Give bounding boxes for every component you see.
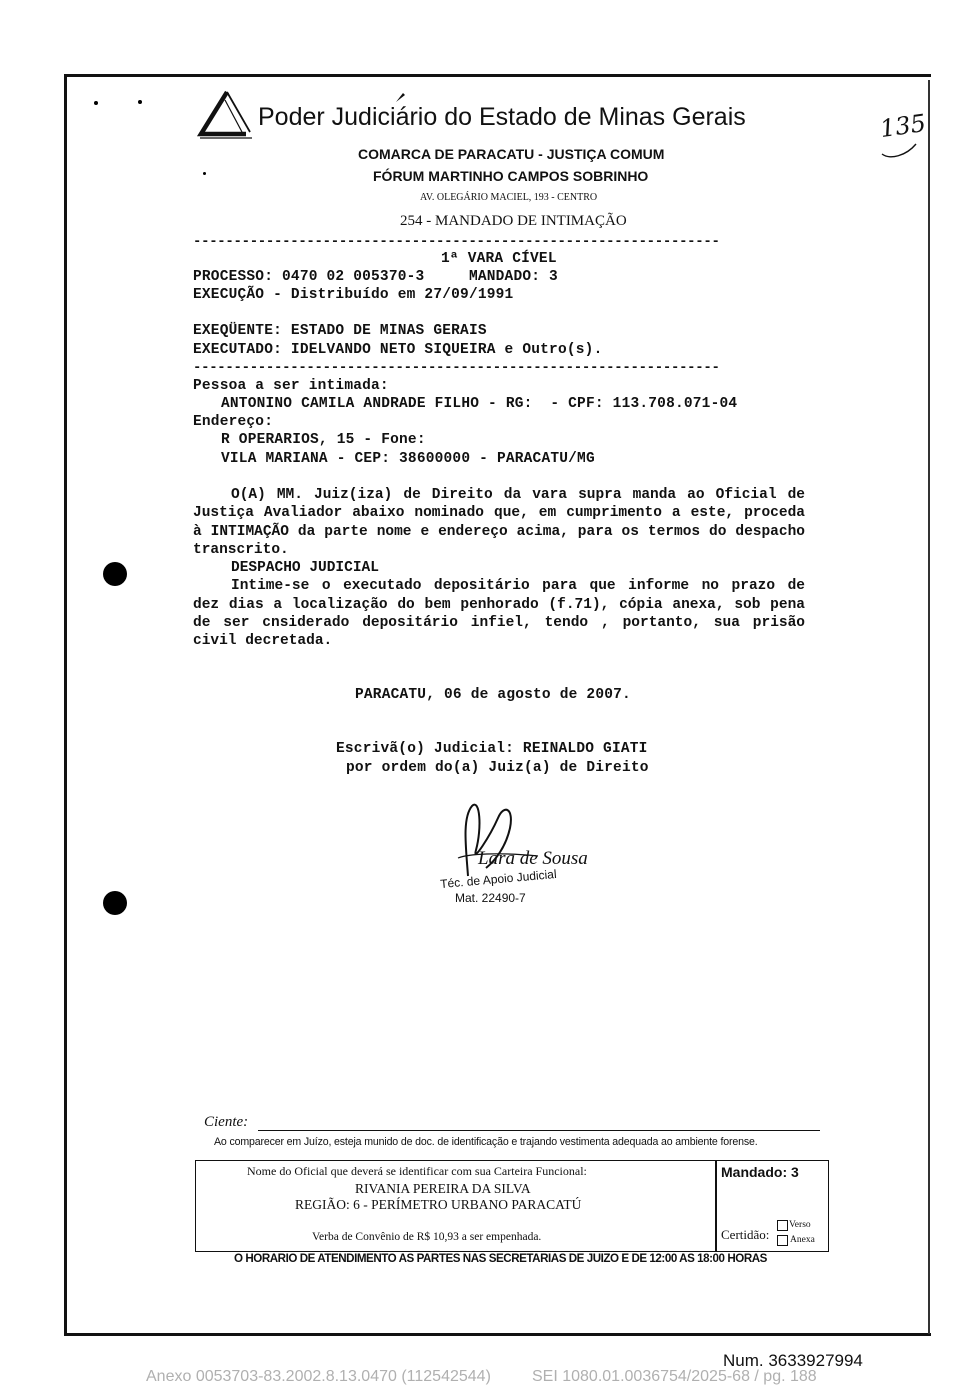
frame-bottom-border xyxy=(64,1333,931,1336)
scan-speck xyxy=(203,172,206,175)
order-body xyxy=(193,486,805,651)
verso-label: Verso xyxy=(789,1220,811,1230)
anexa-label: Anexa xyxy=(790,1235,815,1245)
horario-notice: O HORARIO DE ATENDIMENTO AS PARTES NAS SECRETARIAS DE JUIZO E DE 12:00 AS 18:00 HORAS xyxy=(234,1252,767,1265)
court-name: Poder Judiciário do Estado de Minas Gerais xyxy=(258,103,746,131)
officer-box-divider xyxy=(715,1160,717,1252)
frame-top-border xyxy=(65,74,931,77)
place-date: PARACATU, 06 de agosto de 2007. xyxy=(355,687,631,703)
processo-line: PROCESSO: 0470 02 005370-3 MANDADO: 3 xyxy=(193,269,558,285)
address-street: R OPERARIOS, 15 - Fone: xyxy=(221,432,426,448)
handwritten-flourish xyxy=(880,138,920,160)
officer-label: Nome do Oficial que deverá se identificar com sua Carteira Funcional: xyxy=(247,1164,587,1178)
document-number: Num. 3633927994 xyxy=(723,1351,863,1370)
ciente-label: Ciente: xyxy=(204,1114,249,1130)
person-name: ANTONINO CAMILA ANDRADE FILHO - RG: - CPF: 113.708.071-04 xyxy=(221,396,738,412)
officer-region: REGIÃO: 6 - PERÍMETRO URBANO PARACATÚ xyxy=(295,1197,582,1212)
escriva-line: Escrivã(o) Judicial: REINALDO GIATI xyxy=(336,741,648,757)
mandado-number: Mandado: 3 xyxy=(721,1164,799,1180)
person-label: Pessoa a ser intimada: xyxy=(193,378,389,394)
address-city: VILA MARIANA - CEP: 38600000 - PARACATU/MG xyxy=(221,451,595,467)
vara-label: 1ª VARA CÍVEL xyxy=(441,251,557,267)
ordem-line: por ordem do(a) Juiz(a) de Direito xyxy=(346,760,649,776)
stamp-name: Lara de Sousa xyxy=(478,848,588,869)
forum-line: FÓRUM MARTINHO CAMPOS SOBRINHO xyxy=(373,168,649,184)
separator-line: ----------------------------------------------------------------- xyxy=(193,360,720,376)
exequente-line: EXEQÜENTE: ESTADO DE MINAS GERAIS xyxy=(193,323,487,339)
pen-mark-icon xyxy=(393,90,407,104)
executado-line: EXECUTADO: IDELVANDO NETO SIQUEIRA e Outro(s). xyxy=(193,342,603,358)
court-instruction: Ao comparecer em Juízo, esteja munido de doc. de identificação e trajando vestimenta adequada ao ambiente forense. xyxy=(214,1136,758,1148)
address-label: Endereço: xyxy=(193,414,274,430)
punch-hole xyxy=(103,891,127,915)
certidao-label: Certidão: xyxy=(721,1227,770,1242)
court-logo-icon xyxy=(196,88,258,142)
execucao-line: EXECUÇÃO - Distribuído em 27/09/1991 xyxy=(193,287,514,303)
despacho-text: Intime-se o executado depositário para que informe no prazo de dez dias a localização do bem penhorado (f.71), cópia anexa, sob pena de ser cnsiderado depositário infiel, tendo , portanto, sua prisão civil decretada. xyxy=(193,578,805,650)
separator-line: ----------------------------------------------------------------- xyxy=(193,234,720,250)
forum-address: AV. OLEGÁRIO MACIEL, 193 - CENTRO xyxy=(420,192,598,203)
verso-checkbox[interactable] xyxy=(777,1220,788,1231)
stamp-mat: Mat. 22490-7 xyxy=(455,891,526,905)
frame-left-border xyxy=(64,74,67,1336)
verba-text: Verba de Convênio de R$ 10,93 a ser empenhada. xyxy=(312,1231,542,1243)
anexa-checkbox[interactable] xyxy=(777,1235,788,1246)
scan-speck xyxy=(138,100,142,104)
officer-name: RIVANIA PEREIRA DA SILVA xyxy=(355,1181,531,1196)
comarca-line: COMARCA DE PARACATU - JUSTIÇA COMUM xyxy=(358,146,665,162)
document-type: 254 - MANDADO DE INTIMAÇÃO xyxy=(400,213,627,229)
stamp-role: Téc. de Apoio Judicial xyxy=(439,866,558,892)
punch-hole xyxy=(103,562,127,586)
handwritten-page-number: 135 xyxy=(878,108,928,144)
order-paragraph: O(A) MM. Juiz(iza) de Direito da vara supra manda ao Oficial de Justiça Avaliador abaixo nominado que, em cumprimento a este, proceda à INTIMAÇÃO da parte nome e endereço acima, para os termos do despacho transcrito. xyxy=(193,487,805,558)
despacho-label: DESPACHO JUDICIAL xyxy=(231,560,379,577)
anexo-reference: Anexo 0053703-83.2002.8.13.0470 (112542544) xyxy=(146,1368,491,1385)
scan-speck xyxy=(94,101,98,105)
frame-right-border xyxy=(928,80,930,1334)
ciente-signature-line xyxy=(258,1130,820,1131)
sei-reference: SEI 1080.01.0036754/2025-68 / pg. 188 xyxy=(532,1368,817,1385)
